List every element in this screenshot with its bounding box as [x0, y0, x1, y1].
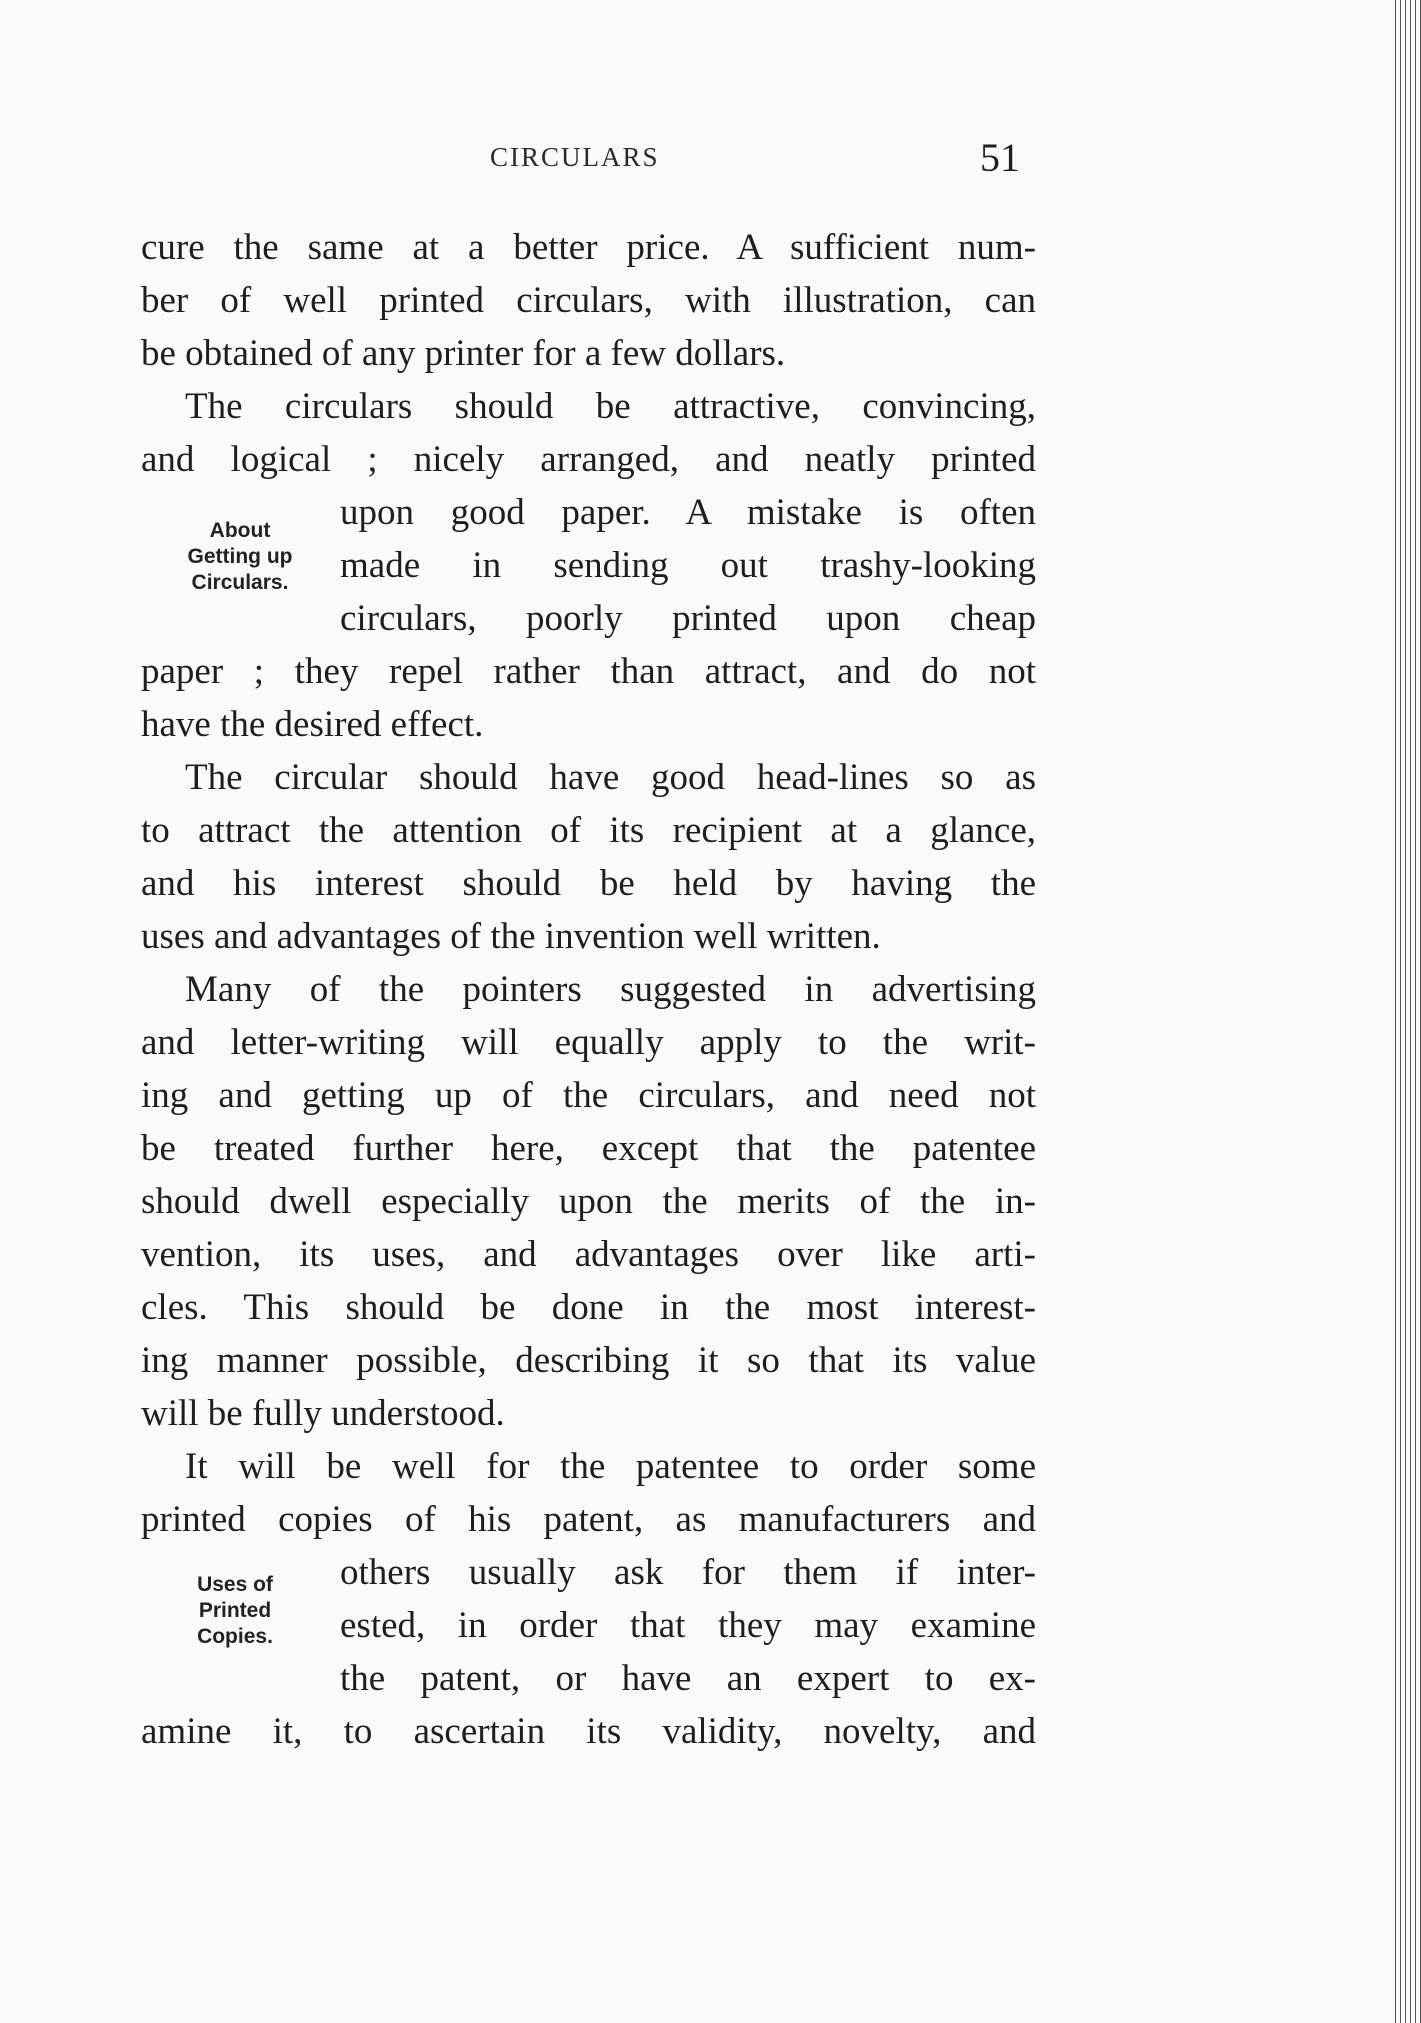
text-line: uses and advantages of the invention well written.: [141, 916, 881, 957]
text-line: ing and getting up of the circulars, and need not: [141, 1075, 1036, 1116]
text-line: others usually ask for them if inter-: [340, 1552, 1036, 1593]
margin-note-line: Uses of: [197, 1573, 273, 1596]
text-line: cure the same at a better price. A sufficient num-: [141, 227, 1036, 268]
margin-note-line: Circulars.: [191, 571, 289, 594]
margin-note-line: Copies.: [197, 1625, 273, 1648]
text-line: upon good paper. A mistake is often: [340, 492, 1036, 533]
text-line: amine it, to ascertain its validity, novelty, and: [141, 1711, 1036, 1752]
text-line: be obtained of any printer for a few dollars.: [141, 333, 786, 374]
running-head: CIRCULARS: [490, 142, 660, 172]
text-line: circulars, poorly printed upon cheap: [340, 598, 1036, 639]
text-line: The circular should have good head-lines so as: [185, 757, 1036, 798]
text-line: the patent, or have an expert to ex-: [340, 1658, 1036, 1699]
text-line: and letter-writing will equally apply to the writ-: [141, 1022, 1036, 1063]
text-line: should dwell especially upon the merits of the in-: [141, 1181, 1036, 1222]
margin-note-line: Getting up: [187, 545, 293, 568]
text-line: and his interest should be held by having the: [141, 863, 1036, 904]
margin-note-line: Printed: [198, 1599, 272, 1622]
text-line: will be fully understood.: [141, 1393, 505, 1434]
text-line: cles. This should be done in the most interest-: [141, 1287, 1036, 1328]
text-line: made in sending out trashy-looking: [340, 545, 1036, 586]
text-line: Many of the pointers suggested in advertising: [185, 969, 1036, 1010]
text-line: vention, its uses, and advantages over like arti-: [141, 1234, 1036, 1275]
text-line: The circulars should be attractive, convincing,: [185, 386, 1036, 427]
text-line: be treated further here, except that the patentee: [141, 1128, 1036, 1169]
margin-note-uses-of-printed-copies: [175, 1572, 295, 1650]
text-line: paper ; they repel rather than attract, and do not: [141, 651, 1036, 692]
text-line: printed copies of his patent, as manufacturers and: [141, 1499, 1036, 1540]
text-line: ing manner possible, describing it so that its value: [141, 1340, 1036, 1381]
page-edge-binding: [1393, 0, 1421, 2023]
margin-note-about-circulars: [160, 518, 320, 596]
text-line: ber of well printed circulars, with illustration, can: [141, 280, 1036, 321]
text-line: have the desired effect.: [141, 704, 484, 745]
text-line: It will be well for the patentee to order some: [185, 1446, 1036, 1487]
text-line: and logical ; nicely arranged, and neatly printed: [141, 439, 1036, 480]
margin-note-line: About: [209, 519, 271, 542]
page-number: 51: [980, 135, 1020, 180]
text-line: ested, in order that they may examine: [340, 1605, 1036, 1646]
text-line: to attract the attention of its recipient at a glance,: [141, 810, 1036, 851]
